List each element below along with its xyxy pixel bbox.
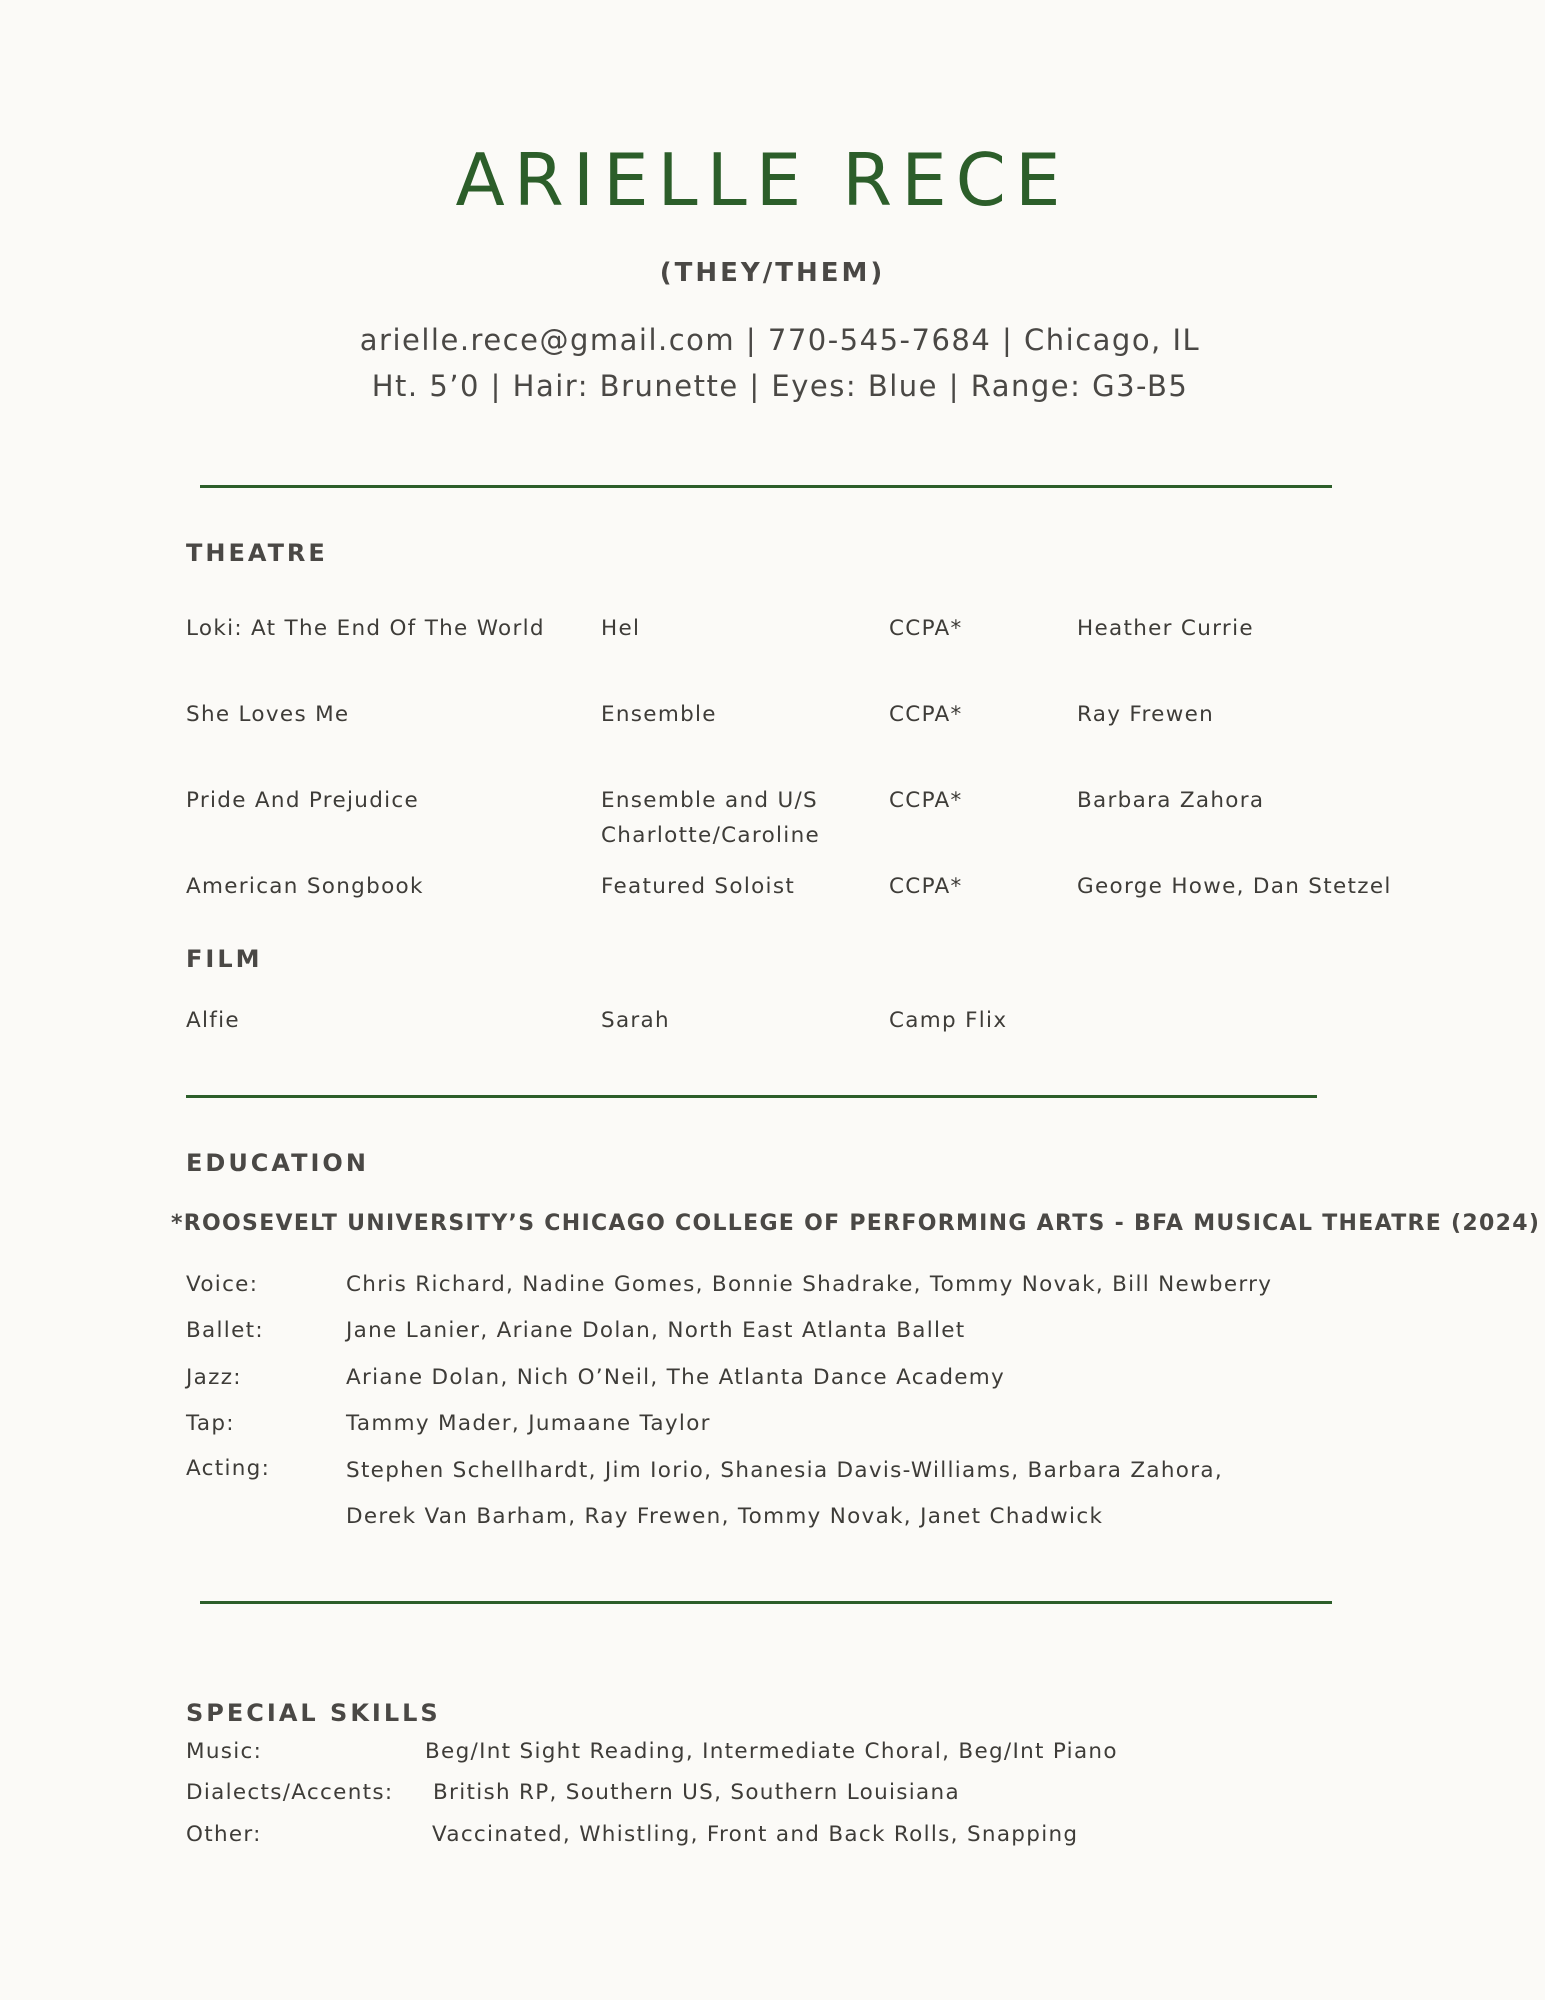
- credit-company: CCPA*: [889, 616, 963, 641]
- credit-company: CCPA*: [889, 702, 963, 727]
- skill-value: Beg/Int Sight Reading, Intermediate Choral, Beg/Int Piano: [425, 1739, 1118, 1764]
- skill-label: Other:: [186, 1822, 262, 1847]
- credit-company: CCPA*: [889, 788, 963, 813]
- training-label: Jazz:: [186, 1365, 242, 1390]
- training-label: Acting:: [186, 1456, 271, 1481]
- training-label: Ballet:: [186, 1318, 264, 1343]
- credit-title: Alfie: [186, 1008, 240, 1033]
- divider: [186, 1095, 1317, 1098]
- section-heading-skills: SPECIAL SKILLS: [186, 1699, 441, 1727]
- credit-company: CCPA*: [889, 874, 963, 899]
- credit-director: Heather Currie: [1077, 616, 1254, 641]
- credit-role: Ensemble and U/S: [601, 788, 818, 813]
- training-value: Jane Lanier, Ariane Dolan, North East Atlanta Ballet: [346, 1318, 966, 1343]
- credit-role: Hel: [601, 616, 641, 641]
- contact-line: arielle.rece@gmail.com | 770-545-7684 | Chicago, IL: [359, 323, 1201, 357]
- training-value: Tammy Mader, Jumaane Taylor: [346, 1411, 711, 1436]
- credit-director: Barbara Zahora: [1077, 788, 1265, 813]
- page-title: ARIELLE RECE: [455, 138, 1070, 222]
- section-heading-film: FILM: [186, 945, 263, 973]
- section-heading-education: EDUCATION: [186, 1149, 369, 1177]
- credit-title: Loki: At The End Of The World: [186, 616, 545, 641]
- skill-value: Vaccinated, Whistling, Front and Back Rolls, Snapping: [432, 1822, 1079, 1847]
- credit-role: Ensemble: [601, 702, 717, 727]
- training-value: Chris Richard, Nadine Gomes, Bonnie Shadrake, Tommy Novak, Bill Newberry: [346, 1272, 1273, 1297]
- divider: [200, 1601, 1332, 1604]
- section-heading-theatre: THEATRE: [186, 539, 328, 567]
- credit-role: Sarah: [601, 1008, 670, 1033]
- stats-line: Ht. 5’0 | Hair: Brunette | Eyes: Blue | Range: G3-B5: [371, 369, 1189, 403]
- skill-label: Music:: [186, 1739, 263, 1764]
- skill-label: Dialects/Accents:: [186, 1780, 394, 1805]
- pronouns: (THEY/THEM): [659, 258, 886, 288]
- credit-director: George Howe, Dan Stetzel: [1077, 874, 1392, 899]
- training-value-line2: Derek Van Barham, Ray Frewen, Tommy Novak, Janet Chadwick: [346, 1504, 1104, 1529]
- credit-director: Ray Frewen: [1077, 702, 1215, 727]
- skill-value: British RP, Southern US, Southern Louisiana: [433, 1780, 960, 1805]
- credit-role-line2: Charlotte/Caroline: [601, 823, 821, 848]
- training-label: Tap:: [186, 1411, 235, 1436]
- credit-role: Featured Soloist: [601, 874, 796, 899]
- credit-title: Pride And Prejudice: [186, 788, 420, 813]
- credit-title: American Songbook: [186, 874, 424, 899]
- school-name: *ROOSEVELT UNIVERSITY’S CHICAGO COLLEGE OF PERFORMING ARTS - BFA MUSICAL THEATRE (2024): [171, 1211, 1541, 1236]
- credit-title: She Loves Me: [186, 702, 350, 727]
- training-value: Stephen Schellhardt, Jim Iorio, Shanesia Davis-Williams, Barbara Zahora,: [346, 1458, 1224, 1483]
- training-value: Ariane Dolan, Nich O’Neil, The Atlanta Dance Academy: [346, 1365, 1006, 1390]
- divider: [200, 485, 1332, 488]
- credit-company: Camp Flix: [889, 1008, 1008, 1033]
- training-label: Voice:: [186, 1272, 259, 1297]
